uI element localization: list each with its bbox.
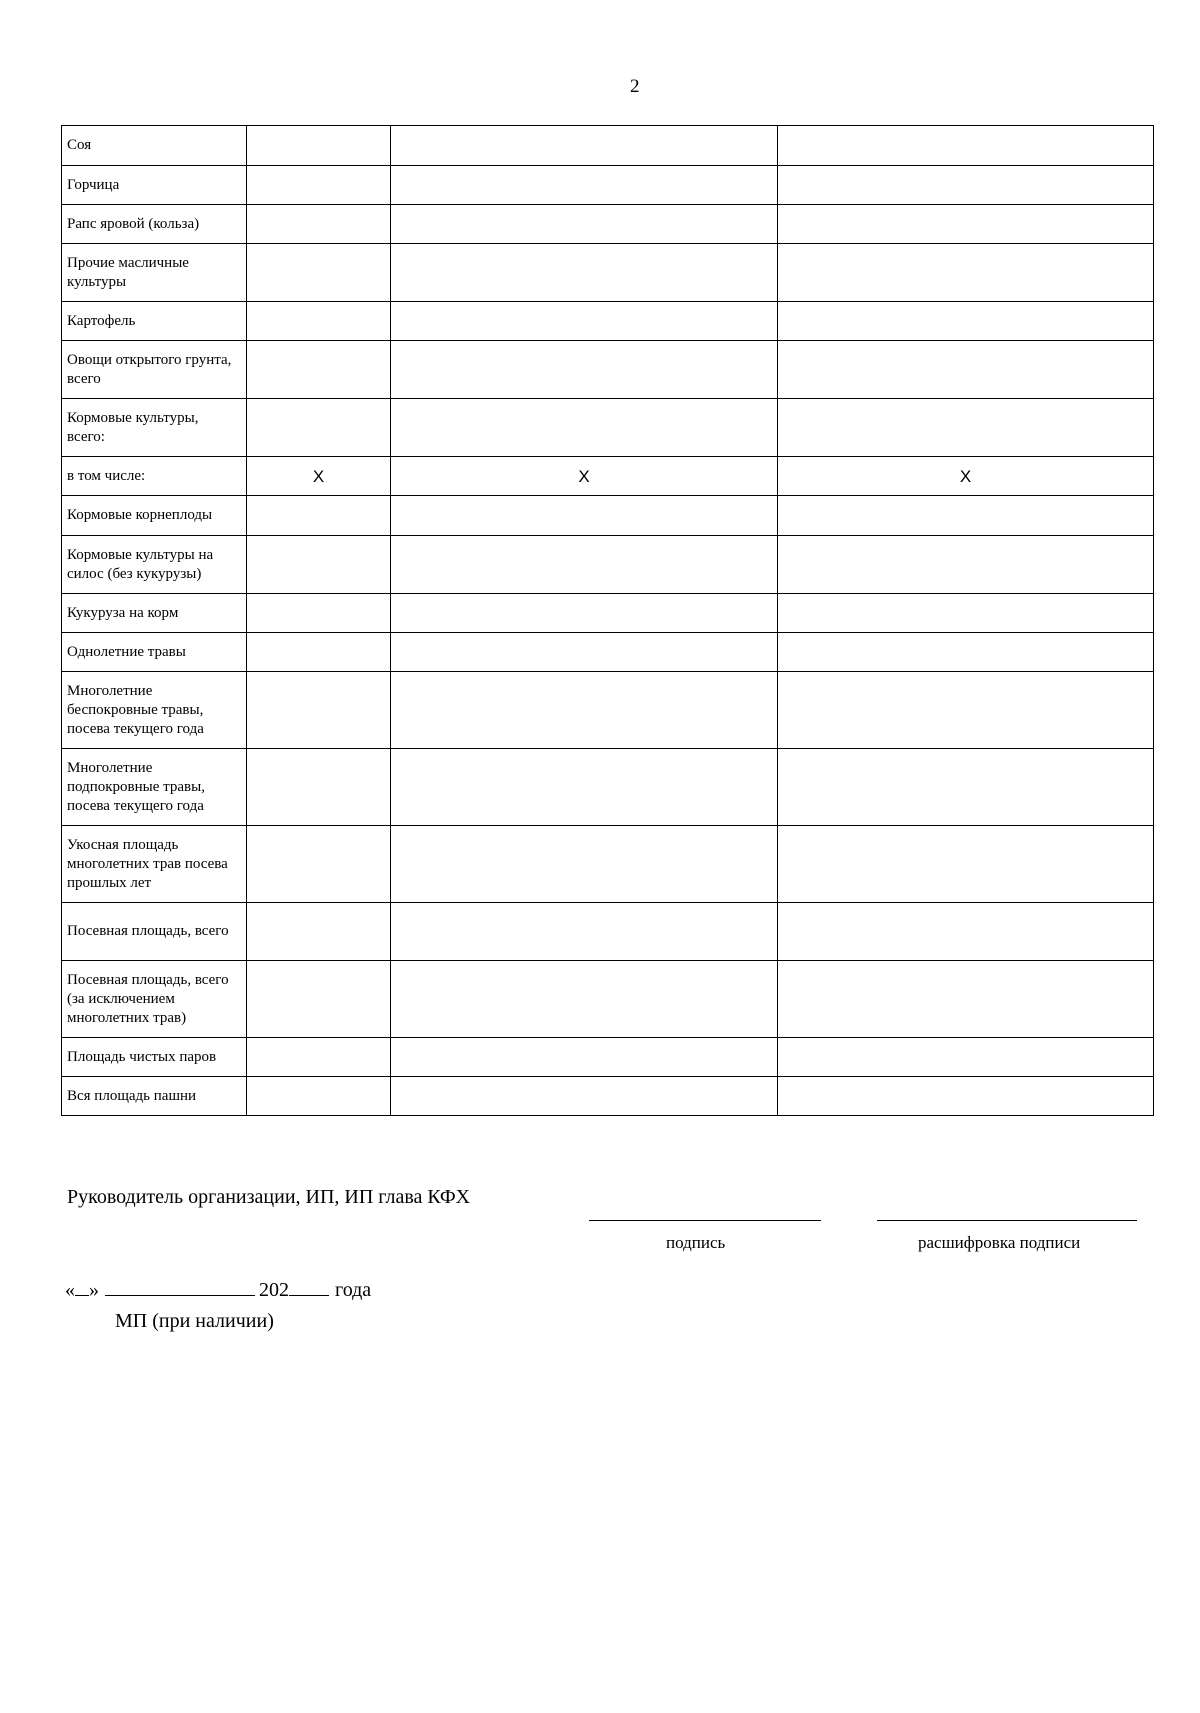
not-applicable-cell: Х bbox=[247, 457, 391, 496]
not-applicable-cell: Х bbox=[778, 457, 1154, 496]
value-cell[interactable] bbox=[247, 1077, 391, 1116]
table-row bbox=[62, 594, 1154, 633]
value-cell[interactable] bbox=[247, 826, 391, 903]
stamp-note: МП (при наличии) bbox=[115, 1310, 274, 1332]
table-row bbox=[62, 302, 1154, 341]
signature-decode-line[interactable] bbox=[877, 1220, 1137, 1221]
row-label: Кормовые корнеплоды bbox=[62, 496, 247, 536]
value-cell[interactable] bbox=[778, 749, 1154, 826]
date-year-prefix: 202 bbox=[259, 1279, 289, 1301]
table-row bbox=[62, 633, 1154, 672]
value-cell[interactable] bbox=[247, 633, 391, 672]
value-cell[interactable] bbox=[391, 341, 778, 399]
value-cell[interactable] bbox=[778, 399, 1154, 457]
value-cell[interactable] bbox=[778, 205, 1154, 244]
value-cell[interactable] bbox=[391, 496, 778, 536]
table-row bbox=[62, 399, 1154, 457]
row-label: Посевная площадь, всего bbox=[62, 903, 247, 961]
row-label: Посевная площадь, всего (за исключением многолетних трав) bbox=[62, 961, 247, 1038]
row-label: Горчица bbox=[62, 166, 247, 205]
value-cell[interactable] bbox=[778, 594, 1154, 633]
signature-caption: подпись bbox=[666, 1233, 726, 1252]
row-label: Кукуруза на корм bbox=[62, 594, 247, 633]
value-cell[interactable] bbox=[391, 961, 778, 1038]
table-row bbox=[62, 1077, 1154, 1116]
value-cell[interactable] bbox=[778, 341, 1154, 399]
value-cell[interactable] bbox=[778, 126, 1154, 166]
date-month-field[interactable] bbox=[105, 1277, 255, 1296]
table-row bbox=[62, 826, 1154, 903]
value-cell[interactable] bbox=[778, 1038, 1154, 1077]
value-cell[interactable] bbox=[778, 496, 1154, 536]
row-label: в том числе: bbox=[62, 457, 247, 496]
date-year-field[interactable] bbox=[289, 1277, 329, 1296]
row-label: Соя bbox=[62, 126, 247, 166]
value-cell[interactable] bbox=[247, 166, 391, 205]
value-cell[interactable] bbox=[778, 244, 1154, 302]
row-label: Рапс яровой (кольза) bbox=[62, 205, 247, 244]
row-label: Кормовые культуры на силос (без кукурузы) bbox=[62, 536, 247, 594]
value-cell[interactable] bbox=[391, 1077, 778, 1116]
value-cell[interactable] bbox=[778, 1077, 1154, 1116]
value-cell[interactable] bbox=[778, 961, 1154, 1038]
table-row bbox=[62, 961, 1154, 1038]
value-cell[interactable] bbox=[778, 536, 1154, 594]
row-label: Вся площадь пашни bbox=[62, 1077, 247, 1116]
table-row bbox=[62, 536, 1154, 594]
row-label: Многолетние беспокровные травы, посева текущего года bbox=[62, 672, 247, 749]
table-row bbox=[62, 205, 1154, 244]
value-cell[interactable] bbox=[778, 302, 1154, 341]
date-day-field[interactable] bbox=[75, 1277, 89, 1296]
value-cell[interactable] bbox=[391, 126, 778, 166]
value-cell[interactable] bbox=[247, 749, 391, 826]
date-line bbox=[65, 1277, 371, 1302]
table-row bbox=[62, 1038, 1154, 1077]
not-applicable-cell: Х bbox=[391, 457, 778, 496]
table-row bbox=[62, 166, 1154, 205]
table-row bbox=[62, 341, 1154, 399]
row-label: Картофель bbox=[62, 302, 247, 341]
head-title: Руководитель организации, ИП, ИП глава КФХ bbox=[67, 1186, 471, 1208]
table-row bbox=[62, 672, 1154, 749]
value-cell[interactable] bbox=[391, 672, 778, 749]
value-cell[interactable] bbox=[391, 166, 778, 205]
value-cell[interactable] bbox=[247, 399, 391, 457]
value-cell[interactable] bbox=[391, 903, 778, 961]
value-cell[interactable] bbox=[391, 594, 778, 633]
row-label: Кормовые культуры, всего: bbox=[62, 399, 247, 457]
value-cell[interactable] bbox=[391, 826, 778, 903]
row-label: Овощи открытого грунта, всего bbox=[62, 341, 247, 399]
value-cell[interactable] bbox=[247, 126, 391, 166]
value-cell[interactable] bbox=[247, 536, 391, 594]
row-label: Прочие масличные культуры bbox=[62, 244, 247, 302]
value-cell[interactable] bbox=[247, 205, 391, 244]
table-row bbox=[62, 457, 1154, 496]
table-row bbox=[62, 749, 1154, 826]
table-row bbox=[62, 903, 1154, 961]
date-close-quote: » bbox=[89, 1279, 99, 1301]
value-cell[interactable] bbox=[247, 594, 391, 633]
row-label: Укосная площадь многолетних трав посева прошлых лет bbox=[62, 826, 247, 903]
value-cell[interactable] bbox=[391, 302, 778, 341]
table-row bbox=[62, 496, 1154, 536]
value-cell[interactable] bbox=[778, 672, 1154, 749]
page-number: 2 bbox=[630, 76, 640, 97]
value-cell[interactable] bbox=[391, 205, 778, 244]
table-row bbox=[62, 244, 1154, 302]
date-open-quote: « bbox=[65, 1279, 75, 1301]
value-cell[interactable] bbox=[247, 244, 391, 302]
value-cell[interactable] bbox=[247, 302, 391, 341]
row-label: Однолетние травы bbox=[62, 633, 247, 672]
value-cell[interactable] bbox=[247, 961, 391, 1038]
value-cell[interactable] bbox=[391, 633, 778, 672]
row-label: Площадь чистых паров bbox=[62, 1038, 247, 1077]
value-cell[interactable] bbox=[778, 633, 1154, 672]
value-cell[interactable] bbox=[778, 166, 1154, 205]
table-row bbox=[62, 126, 1154, 166]
signature-line[interactable] bbox=[589, 1220, 821, 1221]
crop-area-table bbox=[61, 125, 1154, 1116]
value-cell[interactable] bbox=[247, 341, 391, 399]
table-body bbox=[62, 126, 1154, 1116]
value-cell[interactable] bbox=[778, 903, 1154, 961]
value-cell[interactable] bbox=[391, 749, 778, 826]
value-cell[interactable] bbox=[247, 672, 391, 749]
date-suffix: года bbox=[335, 1279, 372, 1301]
value-cell[interactable] bbox=[391, 1038, 778, 1077]
value-cell[interactable] bbox=[391, 536, 778, 594]
value-cell[interactable] bbox=[247, 496, 391, 536]
value-cell[interactable] bbox=[778, 826, 1154, 903]
value-cell[interactable] bbox=[391, 244, 778, 302]
value-cell[interactable] bbox=[391, 399, 778, 457]
value-cell[interactable] bbox=[247, 1038, 391, 1077]
signature-decode-caption: расшифровка подписи bbox=[918, 1233, 1081, 1252]
value-cell[interactable] bbox=[247, 903, 391, 961]
row-label: Многолетние подпокровные травы, посева текущего года bbox=[62, 749, 247, 826]
